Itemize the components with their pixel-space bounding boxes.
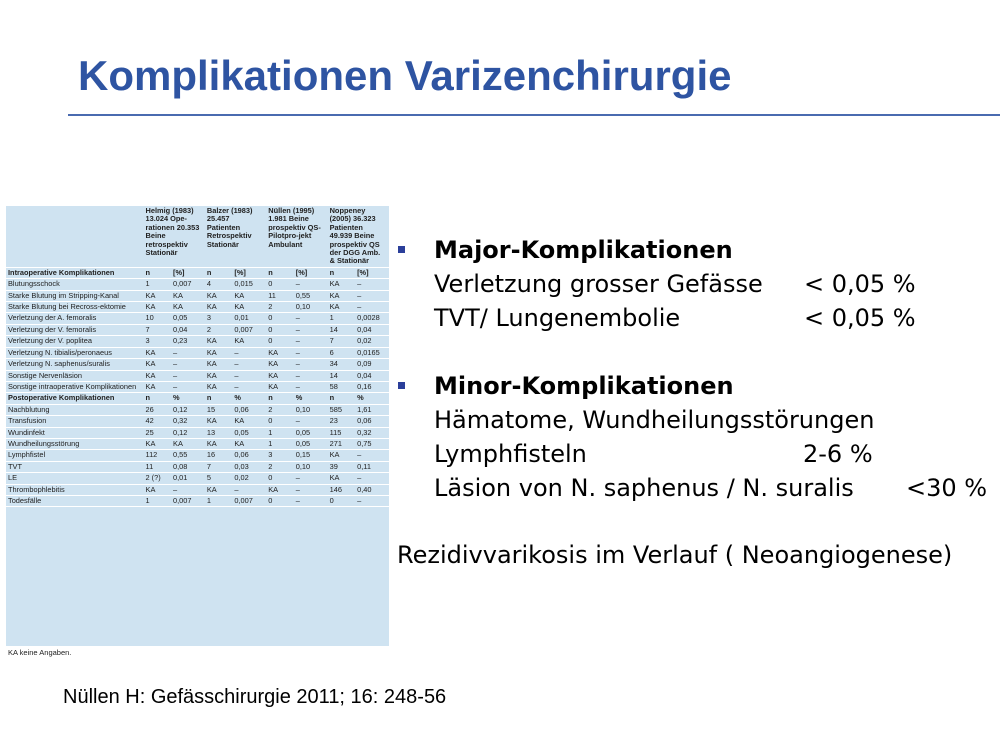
table-cell: KA bbox=[205, 336, 233, 347]
table-cell: KA bbox=[205, 438, 233, 449]
table-cell: – bbox=[294, 324, 328, 335]
table-cell: 0,007 bbox=[232, 495, 266, 506]
table-cell: 0,40 bbox=[355, 484, 389, 495]
table-cell: 1 bbox=[205, 495, 233, 506]
table-cell: – bbox=[355, 473, 389, 484]
table-row-label: Verletzung der V. femoralis bbox=[6, 324, 144, 335]
major-item-value: < 0,05 % bbox=[804, 304, 916, 332]
table-row bbox=[6, 302, 389, 313]
table-cell: 1 bbox=[328, 313, 356, 324]
table-cell: KA bbox=[144, 438, 172, 449]
table-cell: KA bbox=[144, 302, 172, 313]
table-cell: 16 bbox=[205, 450, 233, 461]
table-cell: KA bbox=[266, 347, 294, 358]
table-cell: n bbox=[328, 393, 356, 404]
table-row bbox=[6, 290, 389, 301]
table-cell: – bbox=[232, 484, 266, 495]
table-cell: 1 bbox=[266, 438, 294, 449]
table-row-label: Starke Blutung im Stripping-Kanal bbox=[6, 290, 144, 301]
table-cell: 0 bbox=[266, 473, 294, 484]
table-cell: 0,09 bbox=[355, 359, 389, 370]
table-cell: – bbox=[232, 347, 266, 358]
table-row-label: TVT bbox=[6, 461, 144, 472]
table-cell: 7 bbox=[144, 324, 172, 335]
table-cell: – bbox=[171, 381, 205, 392]
table-cell: n bbox=[328, 267, 356, 278]
table-cell: KA bbox=[205, 359, 233, 370]
table-cell: KA bbox=[171, 438, 205, 449]
table-cell: KA bbox=[205, 290, 233, 301]
table-cell: 2 (?) bbox=[144, 473, 172, 484]
table-cell: 0,32 bbox=[355, 427, 389, 438]
table-cell: 271 bbox=[328, 438, 356, 449]
table-cell: 0,55 bbox=[171, 450, 205, 461]
table-cell: KA bbox=[328, 279, 356, 290]
table-cell: 0,12 bbox=[171, 404, 205, 415]
title-underline bbox=[68, 114, 1000, 116]
table-cell: 146 bbox=[328, 484, 356, 495]
table-cell: KA bbox=[205, 416, 233, 427]
major-item-value: < 0,05 % bbox=[804, 270, 916, 298]
table-cell: 0 bbox=[266, 416, 294, 427]
table-cell: – bbox=[294, 473, 328, 484]
table-cell: 0 bbox=[266, 495, 294, 506]
bullet-square-icon bbox=[398, 246, 405, 253]
table-cell: % bbox=[294, 393, 328, 404]
table-footnote: KA keine Angaben. bbox=[8, 648, 72, 657]
table-cell: – bbox=[294, 381, 328, 392]
citation: Nüllen H: Gefässchirurgie 2011; 16: 248-56 bbox=[63, 686, 447, 708]
table-cell: 0,75 bbox=[355, 438, 389, 449]
table-cell: [%] bbox=[232, 267, 266, 278]
table-cell: 13 bbox=[205, 427, 233, 438]
table-cell: 42 bbox=[144, 416, 172, 427]
table-cell: KA bbox=[205, 484, 233, 495]
table-cell: 23 bbox=[328, 416, 356, 427]
table-cell: KA bbox=[266, 370, 294, 381]
table-cell: – bbox=[355, 450, 389, 461]
table-cell: 14 bbox=[328, 324, 356, 335]
table-cell: – bbox=[294, 359, 328, 370]
table-section-row bbox=[6, 393, 389, 404]
table-cell: 2 bbox=[266, 302, 294, 313]
table-row bbox=[6, 279, 389, 290]
table-cell: KA bbox=[266, 381, 294, 392]
table-cell: – bbox=[294, 416, 328, 427]
table-cell: 6 bbox=[328, 347, 356, 358]
table-cell: 1 bbox=[144, 279, 172, 290]
table-row bbox=[6, 484, 389, 495]
table-row bbox=[6, 438, 389, 449]
table-cell: 0,08 bbox=[171, 461, 205, 472]
table-row-label: Starke Blutung bei Recross-ektomie bbox=[6, 302, 144, 313]
table-cell: – bbox=[294, 313, 328, 324]
table-cell: – bbox=[355, 302, 389, 313]
table-row bbox=[6, 473, 389, 484]
table-cell: – bbox=[294, 484, 328, 495]
table-cell: 0,03 bbox=[232, 461, 266, 472]
complications-table-image bbox=[6, 206, 389, 646]
table-cell: [%] bbox=[171, 267, 205, 278]
table-cell: – bbox=[171, 347, 205, 358]
table-cell: 26 bbox=[144, 404, 172, 415]
major-heading: Major-Komplikationen bbox=[434, 236, 733, 264]
table-cell: 585 bbox=[328, 404, 356, 415]
table-cell: 112 bbox=[144, 450, 172, 461]
table-cell: KA bbox=[144, 290, 172, 301]
major-item-label: Verletzung grosser Gefässe bbox=[434, 270, 763, 298]
table-cell: KA bbox=[144, 359, 172, 370]
table-cell: 3 bbox=[144, 336, 172, 347]
table-cell: 0,01 bbox=[171, 473, 205, 484]
table-cell: 14 bbox=[328, 370, 356, 381]
table-row-label: Wundinfekt bbox=[6, 427, 144, 438]
table-cell: – bbox=[232, 359, 266, 370]
minor-item-value: <30 % bbox=[906, 474, 988, 502]
table-cell: – bbox=[294, 370, 328, 381]
table-row bbox=[6, 450, 389, 461]
table-cell: KA bbox=[232, 336, 266, 347]
table-cell: 0,06 bbox=[232, 450, 266, 461]
table-row bbox=[6, 370, 389, 381]
table-row-label: Transfusion bbox=[6, 416, 144, 427]
table-cell: KA bbox=[266, 484, 294, 495]
complications-table bbox=[6, 206, 389, 507]
table-cell: – bbox=[355, 290, 389, 301]
table-cell: [%] bbox=[294, 267, 328, 278]
table-row bbox=[6, 404, 389, 415]
table-cell: 0,12 bbox=[171, 427, 205, 438]
table-cell: KA bbox=[232, 302, 266, 313]
table-cell: – bbox=[294, 336, 328, 347]
table-cell: KA bbox=[232, 438, 266, 449]
table-cell: KA bbox=[205, 302, 233, 313]
table-cell: – bbox=[171, 370, 205, 381]
table-row bbox=[6, 347, 389, 358]
table-cell: 0,05 bbox=[294, 427, 328, 438]
table-row bbox=[6, 416, 389, 427]
table-cell: 0,015 bbox=[232, 279, 266, 290]
table-header-cell: Nüllen (1995) 1.981 Beine prospektiv QS-Pilotpro-jekt Ambulant bbox=[266, 206, 327, 267]
table-cell: 1 bbox=[144, 495, 172, 506]
table-row bbox=[6, 359, 389, 370]
table-cell: % bbox=[355, 393, 389, 404]
table-row-label: Wundheilungsstörung bbox=[6, 438, 144, 449]
table-row-label: Verletzung der A. femoralis bbox=[6, 313, 144, 324]
table-row-label: Verletzung N. saphenus/suralis bbox=[6, 359, 144, 370]
table-cell: KA bbox=[328, 302, 356, 313]
table-cell: 0,06 bbox=[232, 404, 266, 415]
table-cell: KA bbox=[328, 450, 356, 461]
table-cell: KA bbox=[205, 381, 233, 392]
table-cell: 0,04 bbox=[355, 370, 389, 381]
table-cell: 0,01 bbox=[232, 313, 266, 324]
table-cell: n bbox=[144, 393, 172, 404]
table-cell: 2 bbox=[266, 461, 294, 472]
table-cell: 39 bbox=[328, 461, 356, 472]
table-cell: – bbox=[355, 495, 389, 506]
minor-item: Hämatome, Wundheilungsstörungen bbox=[434, 406, 875, 434]
table-row-label: Postoperative Komplikationen bbox=[6, 393, 144, 404]
table-cell: KA bbox=[232, 290, 266, 301]
table-cell: 0,05 bbox=[171, 313, 205, 324]
table-cell: n bbox=[205, 393, 233, 404]
table-cell: 0,05 bbox=[232, 427, 266, 438]
table-cell: 34 bbox=[328, 359, 356, 370]
table-cell: 7 bbox=[205, 461, 233, 472]
table-cell: 1,61 bbox=[355, 404, 389, 415]
table-cell: 11 bbox=[266, 290, 294, 301]
table-cell: 0,32 bbox=[171, 416, 205, 427]
minor-heading: Minor-Komplikationen bbox=[434, 372, 734, 400]
table-row bbox=[6, 324, 389, 335]
table-cell: 5 bbox=[205, 473, 233, 484]
rezidiv-text: Rezidivvarikosis im Verlauf ( Neoangiogenese) bbox=[397, 541, 953, 569]
table-cell: 0,15 bbox=[294, 450, 328, 461]
minor-item-label: Lymphfisteln bbox=[434, 440, 587, 468]
table-row-label: Lymphfistel bbox=[6, 450, 144, 461]
table-cell: [%] bbox=[355, 267, 389, 278]
table-cell: 0 bbox=[266, 313, 294, 324]
table-cell: 0,04 bbox=[171, 324, 205, 335]
table-row-label: Verletzung N. tibialis/peronaeus bbox=[6, 347, 144, 358]
table-cell: 0,007 bbox=[171, 279, 205, 290]
table-header-cell: Balzer (1983) 25.457 Patienten Retrospektiv Stationär bbox=[205, 206, 266, 267]
table-cell: 11 bbox=[144, 461, 172, 472]
table-cell: 0 bbox=[266, 324, 294, 335]
table-row-label: Intraoperative Komplikationen bbox=[6, 267, 144, 278]
table-cell: 25 bbox=[144, 427, 172, 438]
table-cell: 0,16 bbox=[355, 381, 389, 392]
table-cell: KA bbox=[328, 473, 356, 484]
table-cell: 2 bbox=[266, 404, 294, 415]
table-cell: KA bbox=[171, 290, 205, 301]
table-cell: 0,11 bbox=[355, 461, 389, 472]
table-cell: – bbox=[355, 279, 389, 290]
table-cell: 3 bbox=[266, 450, 294, 461]
table-cell: n bbox=[205, 267, 233, 278]
bullet-square-icon bbox=[398, 382, 405, 389]
table-cell: 0,007 bbox=[232, 324, 266, 335]
table-cell: KA bbox=[266, 359, 294, 370]
table-cell: n bbox=[266, 267, 294, 278]
table-cell: 10 bbox=[144, 313, 172, 324]
table-cell: 0,10 bbox=[294, 461, 328, 472]
table-row bbox=[6, 495, 389, 506]
table-cell: KA bbox=[144, 370, 172, 381]
table-cell: 0,02 bbox=[355, 336, 389, 347]
table-header-row bbox=[6, 206, 389, 267]
table-cell: 0 bbox=[328, 495, 356, 506]
table-cell: – bbox=[294, 347, 328, 358]
table-cell: – bbox=[232, 370, 266, 381]
table-cell: 2 bbox=[205, 324, 233, 335]
table-cell: 3 bbox=[205, 313, 233, 324]
table-row-label: Blutungsschock bbox=[6, 279, 144, 290]
table-cell: 0 bbox=[266, 336, 294, 347]
table-header-cell: Noppeney (2005) 36.323 Patienten 49.939 Beine prospektiv QS der DGG Amb. & Stationär bbox=[328, 206, 389, 267]
table-cell: 0,0028 bbox=[355, 313, 389, 324]
table-cell: 4 bbox=[205, 279, 233, 290]
table-cell: KA bbox=[205, 370, 233, 381]
table-cell: 0,007 bbox=[171, 495, 205, 506]
major-item-label: TVT/ Lungenembolie bbox=[434, 304, 681, 332]
table-cell: 0,55 bbox=[294, 290, 328, 301]
minor-item-value: 2-6 % bbox=[803, 440, 873, 468]
table-cell: KA bbox=[205, 347, 233, 358]
table-row bbox=[6, 427, 389, 438]
table-row bbox=[6, 461, 389, 472]
table-cell: – bbox=[171, 484, 205, 495]
table-cell: % bbox=[232, 393, 266, 404]
table-row-label: Thrombophlebitis bbox=[6, 484, 144, 495]
table-cell: – bbox=[294, 495, 328, 506]
minor-item-label: Läsion von N. saphenus / N. suralis bbox=[434, 474, 854, 502]
table-cell: KA bbox=[144, 347, 172, 358]
table-header-cell bbox=[6, 206, 144, 267]
table-cell: 58 bbox=[328, 381, 356, 392]
table-cell: 7 bbox=[328, 336, 356, 347]
table-cell: KA bbox=[144, 381, 172, 392]
table-cell: n bbox=[144, 267, 172, 278]
table-row-label: Sonstige intraoperative Komplikationen bbox=[6, 381, 144, 392]
table-cell: KA bbox=[328, 290, 356, 301]
table-row bbox=[6, 313, 389, 324]
table-cell: – bbox=[294, 279, 328, 290]
table-section-row bbox=[6, 267, 389, 278]
table-cell: 0,10 bbox=[294, 302, 328, 313]
table-row-label: Nachblutung bbox=[6, 404, 144, 415]
table-cell: KA bbox=[171, 302, 205, 313]
table-cell: 115 bbox=[328, 427, 356, 438]
table-cell: KA bbox=[144, 484, 172, 495]
table-cell: 0,02 bbox=[232, 473, 266, 484]
slide-title: Komplikationen Varizenchirurgie bbox=[78, 52, 732, 99]
table-row-label: Verletzung der V. poplitea bbox=[6, 336, 144, 347]
table-cell: 0,05 bbox=[294, 438, 328, 449]
table-row-label: Sonstige Nervenläsion bbox=[6, 370, 144, 381]
table-cell: % bbox=[171, 393, 205, 404]
table-cell: 0 bbox=[266, 279, 294, 290]
table-cell: 1 bbox=[266, 427, 294, 438]
table-row bbox=[6, 336, 389, 347]
table-cell: 0,0165 bbox=[355, 347, 389, 358]
table-cell: – bbox=[171, 359, 205, 370]
table-cell: 0,23 bbox=[171, 336, 205, 347]
table-header-cell: Helmig (1983) 13.024 Ope-rationen 20.353 Beine retrospektiv Stationär bbox=[144, 206, 205, 267]
table-cell: n bbox=[266, 393, 294, 404]
table-cell: 0,10 bbox=[294, 404, 328, 415]
table-row-label: LE bbox=[6, 473, 144, 484]
table-cell: 15 bbox=[205, 404, 233, 415]
table-row-label: Todesfälle bbox=[6, 495, 144, 506]
table-row bbox=[6, 381, 389, 392]
table-cell: 0,04 bbox=[355, 324, 389, 335]
table-cell: 0,06 bbox=[355, 416, 389, 427]
table-cell: KA bbox=[232, 416, 266, 427]
table-cell: – bbox=[232, 381, 266, 392]
